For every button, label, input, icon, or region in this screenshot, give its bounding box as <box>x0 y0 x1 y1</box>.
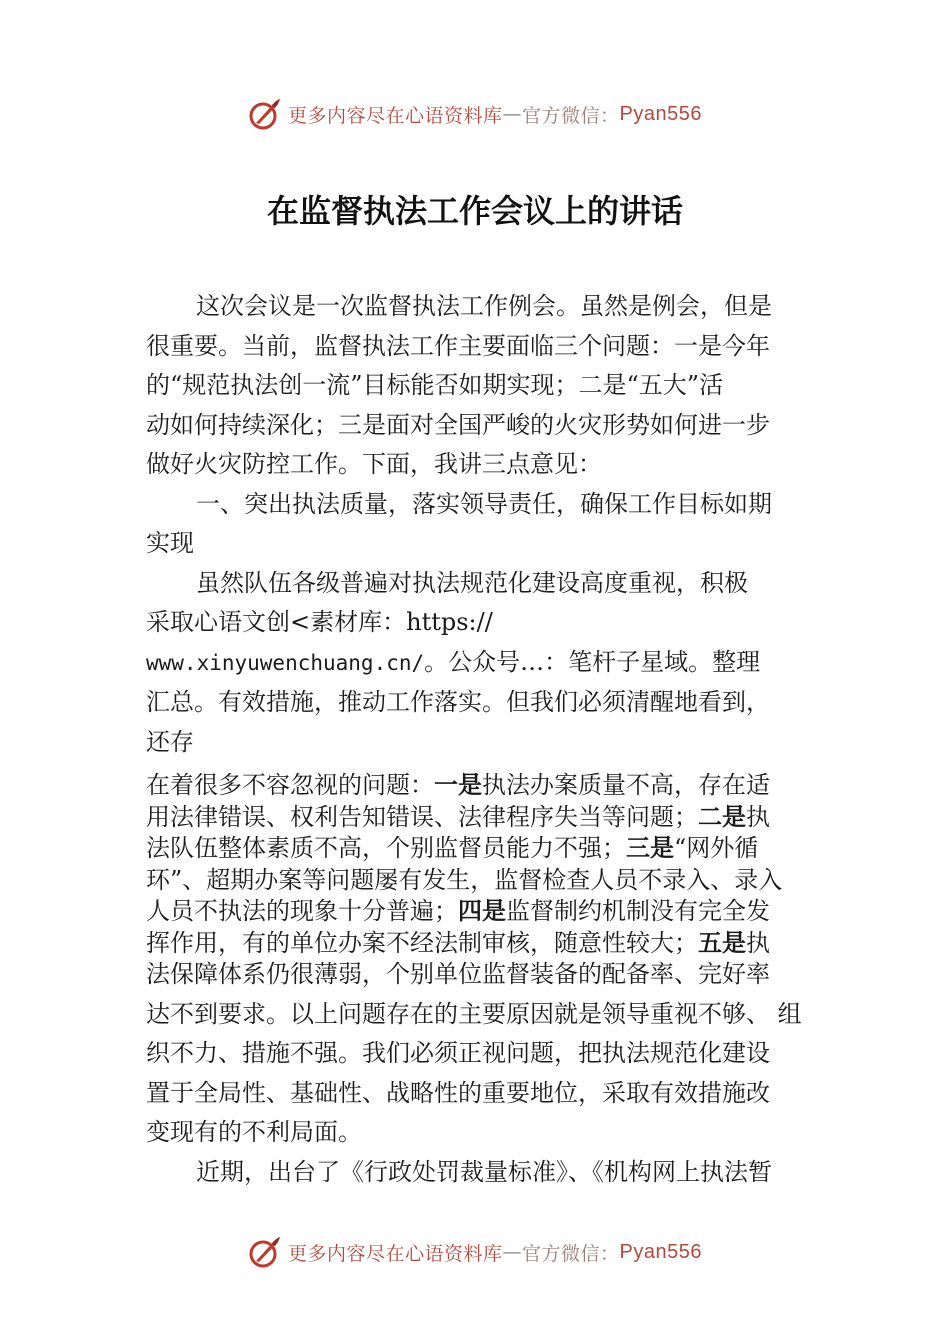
text-line: 织不力、措施不强。我们必须正视问题，把执法规范化建设 <box>146 1039 770 1067</box>
banner-dash: — <box>502 103 523 125</box>
text-line: 实现 <box>146 529 194 557</box>
text-line <box>146 833 836 865</box>
text-fragment: “网外循 <box>674 834 759 862</box>
text-line: 采取心语文创<素材库：https:// <box>146 608 493 636</box>
text-line <box>146 896 836 928</box>
text-fragment: 用法律错误、权利告知错误、法律程序失当等问题； <box>146 802 698 831</box>
bold-marker: 四是 <box>458 897 506 925</box>
top-watermark-banner <box>0 94 950 134</box>
text-fragment: 人员不执法的现象十分普遍； <box>146 897 458 925</box>
text-line: 虽然队伍各级普遍对执法规范化建设高度重视，积极 <box>196 568 748 597</box>
banner-wechat-label: 官方微信： <box>522 104 620 127</box>
text-line: 做好火灾防控工作。下面，我讲三点意见： <box>146 450 602 478</box>
text-line: 汇总。有效措施，推动工作落实。但我们必须清醒地看到， <box>146 688 770 716</box>
text-line: 达不到要求。以上问题存在的主要原因就是领导重视不够、 组 <box>146 999 802 1028</box>
text-line: 置于全局性、基础性、战略性的重要地位，采取有效措施改 <box>146 1078 770 1107</box>
url-line <box>146 643 836 684</box>
banner-site-text: 更多内容尽在心语资料库 <box>288 1242 503 1265</box>
banner-wechat-id: Pyan556 <box>619 102 702 125</box>
text-line: 变现有的不利局面。 <box>146 1118 362 1146</box>
section-heading-1: 一、突出执法质量，落实领导责任，确保工作目标如期 <box>196 489 772 518</box>
text-line: 法保障体系仍很薄弱，个别单位监督装备的配备率、完好率 <box>146 960 770 988</box>
text-line: 还存 <box>146 727 194 756</box>
text-fragment: 法队伍整体素质不高，个别监督员能力不强； <box>146 834 626 862</box>
bold-marker: 五是 <box>698 928 746 957</box>
paragraph-block-3 <box>146 955 836 1192</box>
bold-marker: 二是 <box>698 802 746 831</box>
banner-dash: — <box>502 1241 523 1263</box>
text-fragment: 监督制约机制没有完全发 <box>506 897 770 925</box>
text-line: 的“规范执法创一流”目标能否如期实现；二是“五大”活 <box>146 371 724 399</box>
banner-wechat-label: 官方微信： <box>522 1242 620 1265</box>
text-line: 近期，出台了《行政处罚裁量标准》、《机构网上执法暂 <box>196 1157 772 1186</box>
text-line <box>146 770 836 802</box>
url-text: www.xinyuwenchuang.cn/ <box>146 650 425 675</box>
text-fragment: 执 <box>746 802 770 831</box>
text-line: 这次会议是一次监督执法工作例会。虽然是例会，但是 <box>196 292 772 320</box>
text-line: 环”、超期办案等问题屡有发生，监督检查人员不录入、录入 <box>146 865 783 894</box>
document-title: 在监督执法工作会议上的讲话 <box>266 192 683 230</box>
quill-logo-icon <box>248 1235 282 1269</box>
text-fragment: 挥作用，有的单位办案不经法制审核，随意性较大； <box>146 928 698 957</box>
text-line <box>146 802 836 834</box>
bold-marker: 三是 <box>626 834 674 862</box>
paragraph-block-2 <box>146 770 836 959</box>
bold-marker: 一是 <box>434 771 482 799</box>
text-line: 动如何持续深化；三是面对全国严峻的火灾形势如何进一步 <box>146 410 770 439</box>
banner-site-text: 更多内容尽在心语资料库 <box>288 104 503 127</box>
text-fragment: 执法办案质量不高，存在适 <box>482 771 770 799</box>
paragraph-block-1 <box>146 287 836 762</box>
text-line: 很重要。当前，监督执法工作主要面临三个问题：一是今年 <box>146 331 770 360</box>
text-fragment: 。公众号…：笔杆子星域。整理 <box>424 647 761 676</box>
quill-logo-icon <box>248 97 282 131</box>
text-fragment: 在着很多不容忽视的问题： <box>146 771 434 799</box>
banner-wechat-id: Pyan556 <box>619 1240 702 1263</box>
bottom-watermark-banner <box>0 1232 950 1272</box>
text-fragment: 执 <box>746 928 770 957</box>
